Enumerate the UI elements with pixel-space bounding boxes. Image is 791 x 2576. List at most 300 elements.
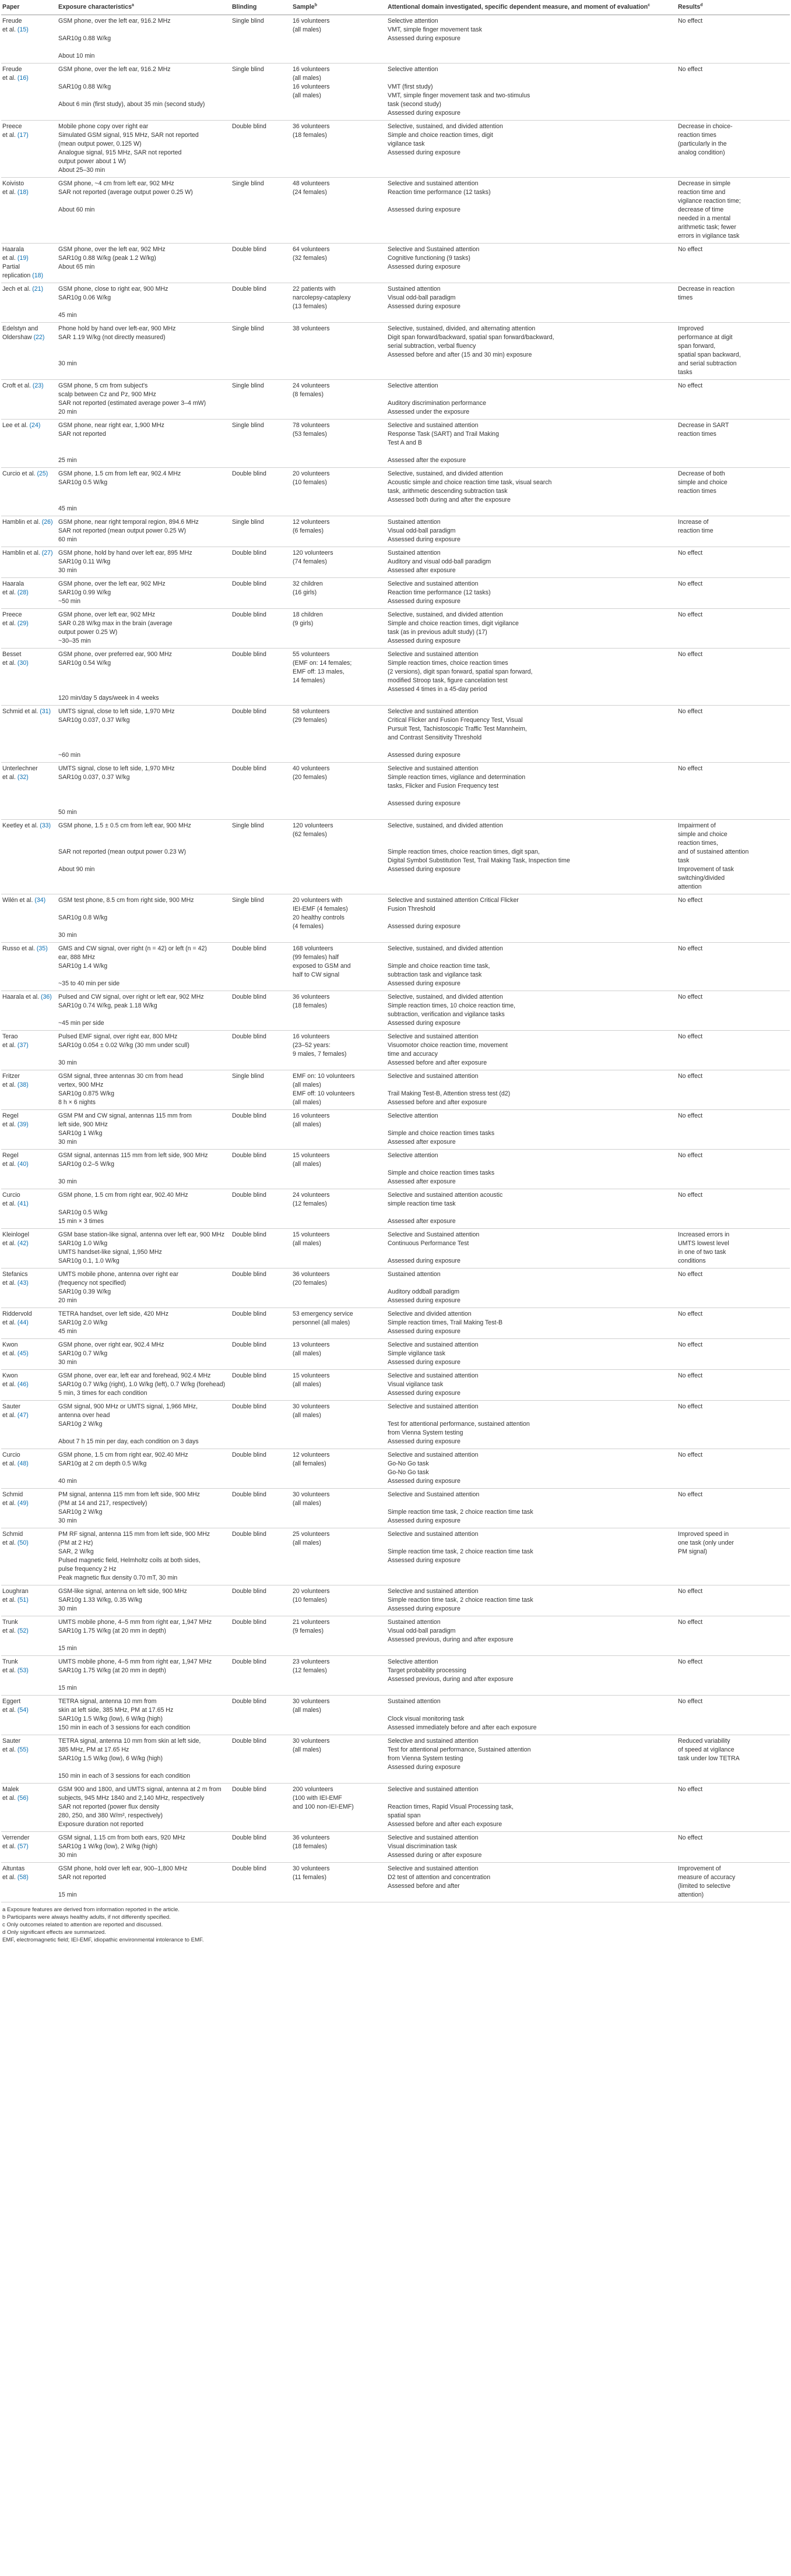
cell-blinding: Double blind bbox=[231, 244, 291, 283]
cell-paper bbox=[1, 649, 57, 706]
cell-blinding: Double blind bbox=[231, 1832, 291, 1863]
cell-paper bbox=[1, 1268, 57, 1308]
cell-attention: Selective and sustained attention Critical Flicker and Fusion Frequency Test, Visual Pursuit Test, Tachistoscopic Traffic Test Mannheim, and Contrast Sensitivity Threshold Assessed during exposure bbox=[386, 706, 677, 763]
cell-exposure: Mobile phone copy over right ear Simulated GSM signal, 915 MHz, SAR not reported (mean output power, 0.125 W) Analogue signal, 915 MHz, SAR not reported output power about 1 W) About 25–30 min bbox=[57, 121, 231, 178]
cell-attention: Selective and sustained attention Visuomotor choice reaction time, movement time and accuracy Assessed before and after exposure bbox=[386, 1031, 677, 1070]
cell-exposure: GSM phone, over preferred ear, 900 MHz SAR10g 0.54 W/kg 120 min/day 5 days/week in 4 weeks bbox=[57, 649, 231, 706]
cell-paper bbox=[1, 468, 57, 516]
citation-link[interactable]: (41) bbox=[17, 1200, 29, 1207]
cell-paper bbox=[1, 578, 57, 609]
table-row bbox=[1, 1189, 790, 1229]
cell-paper bbox=[1, 763, 57, 820]
footnote: EMF, electromagnetic field; IEI-EMF, idiopathic environmental intolerance to EMF. bbox=[2, 1937, 204, 1943]
table-row bbox=[1, 1449, 790, 1489]
cell-paper bbox=[1, 1229, 57, 1268]
cell-blinding: Single blind bbox=[231, 420, 291, 468]
table-row bbox=[1, 15, 790, 64]
citation-link[interactable]: (45) bbox=[17, 1350, 29, 1357]
cell-attention: Selective and sustained attention acoustic simple reaction time task Assessed after exposure bbox=[386, 1189, 677, 1229]
header-results-label: Results bbox=[678, 3, 701, 10]
cell-sample: 64 volunteers (32 females) bbox=[291, 244, 386, 283]
table-row bbox=[1, 468, 790, 516]
cell-sample: 12 volunteers (6 females) bbox=[291, 516, 386, 547]
cell-attention: Selective and sustained attention Response Task (SART) and Trail Making Test A and B Assessed after the exposure bbox=[386, 420, 677, 468]
citation-link[interactable]: (30) bbox=[17, 660, 29, 667]
cell-paper bbox=[1, 283, 57, 323]
cell-paper bbox=[1, 1189, 57, 1229]
cell-blinding: Double blind bbox=[231, 1863, 291, 1902]
cell-attention: Sustained attention Clock visual monitoring task Assessed immediately before and after each exposure bbox=[386, 1696, 677, 1735]
citation-link[interactable]: (21) bbox=[32, 286, 44, 293]
cell-blinding: Double blind bbox=[231, 283, 291, 323]
table-row bbox=[1, 1832, 790, 1863]
cell-sample: EMF on: 10 volunteers (all males) EMF off: 10 volunteers (all males) bbox=[291, 1070, 386, 1110]
cell-results: Improvement of measure of accuracy (limited to selective attention) bbox=[677, 1863, 790, 1902]
cell-exposure: GSM PM and CW signal, antennas 115 mm from left side, 900 MHz SAR10g 1 W/kg 30 min bbox=[57, 1110, 231, 1150]
footnote-marker: b bbox=[314, 3, 317, 8]
cell-attention: Selective, sustained, and divided attention Simple reaction times, choice reaction times, digit span, Digital Symbol Substitution Test, Trail Making Task, Inspection time Assessed during exposure bbox=[386, 820, 677, 894]
cell-paper bbox=[1, 1585, 57, 1616]
cell-attention: Selective, sustained, and divided attention Acoustic simple and choice reaction time task, visual search task, arithmetic descending subtraction task Assessed both during and after the exposure bbox=[386, 468, 677, 516]
cell-sample: 200 volunteers (100 with IEI-EMF and 100 non-IEI-EMF) bbox=[291, 1784, 386, 1832]
citation-link[interactable]: (42) bbox=[17, 1240, 29, 1247]
cell-blinding: Double blind bbox=[231, 1784, 291, 1832]
cell-blinding: Single blind bbox=[231, 380, 291, 420]
cell-blinding: Double blind bbox=[231, 1696, 291, 1735]
cell-paper bbox=[1, 1110, 57, 1150]
paper-author: Lee et al. bbox=[2, 422, 30, 429]
paper-author: Verrender et al. bbox=[2, 1834, 30, 1850]
paper-author: Kwon et al. bbox=[2, 1341, 18, 1357]
cell-attention: Sustained attention Visual odd-ball paradigm Assessed previous, during and after exposure bbox=[386, 1616, 677, 1656]
cell-results: Increase of reaction time bbox=[677, 516, 790, 547]
cell-results: Impairment of simple and choice reaction times, and of sustained attention task Improvement of task switching/divided attention bbox=[677, 820, 790, 894]
citation-link[interactable]: (15) bbox=[17, 26, 29, 33]
citation-link[interactable]: (29) bbox=[17, 620, 29, 627]
cell-attention: Selective, sustained, divided, and alternating attention Digit span forward/backward, spatial span forward/backward, serial subtraction, verbal fluency Assessed before and after (15 and 30 min) exposure bbox=[386, 323, 677, 380]
cell-paper bbox=[1, 991, 57, 1031]
cell-exposure: TETRA signal, antenna 10 mm from skin at left side, 385 MHz, PM at 17.65 Hz SAR10g 1.5 W/kg (low), 6 W/kg (high) 150 min in each of 3 sessions for each condition bbox=[57, 1735, 231, 1784]
paper-author: Schmid et al. bbox=[2, 1531, 23, 1546]
cell-sample: 120 volunteers (62 females) bbox=[291, 820, 386, 894]
cell-exposure: GSM test phone, 8.5 cm from right side, 900 MHz SAR10g 0.8 W/kg 30 min bbox=[57, 894, 231, 943]
cell-sample: 12 volunteers (all females) bbox=[291, 1449, 386, 1489]
citation-link[interactable]: (25) bbox=[37, 470, 48, 477]
cell-exposure: TETRA handset, over left side, 420 MHz SAR10g 2.0 W/kg 45 min bbox=[57, 1308, 231, 1339]
cell-blinding: Double blind bbox=[231, 1401, 291, 1449]
cell-sample: 120 volunteers (74 females) bbox=[291, 547, 386, 578]
citation-link[interactable]: (39) bbox=[17, 1121, 29, 1128]
paper-author: Sauter et al. bbox=[2, 1738, 21, 1753]
cell-sample: 30 volunteers (11 females) bbox=[291, 1863, 386, 1902]
cell-blinding: Single blind bbox=[231, 323, 291, 380]
table-row bbox=[1, 323, 790, 380]
cell-attention: Selective and sustained attention Reaction time performance (12 tasks) Assessed during exposure bbox=[386, 178, 677, 244]
cell-results: No effect bbox=[677, 706, 790, 763]
cell-exposure: GSM phone, near right ear, 1,900 MHz SAR not reported 25 min bbox=[57, 420, 231, 468]
cell-sample: 21 volunteers (9 females) bbox=[291, 1616, 386, 1656]
cell-results: No effect bbox=[677, 1268, 790, 1308]
cell-blinding: Double blind bbox=[231, 468, 291, 516]
cell-sample: 24 volunteers (8 females) bbox=[291, 380, 386, 420]
table-row bbox=[1, 1268, 790, 1308]
cell-attention: Selective and sustained attention Simple reaction time task, 2 choice reaction time task Assessed during exposure bbox=[386, 1585, 677, 1616]
cell-blinding: Double blind bbox=[231, 763, 291, 820]
footnote-marker: a bbox=[132, 3, 134, 8]
cell-results: Decrease in simple reaction time and vigilance reaction time; decrease of time needed in a mental arithmetic task; fewer errors in vigilance task bbox=[677, 178, 790, 244]
cell-blinding: Double blind bbox=[231, 121, 291, 178]
cell-sample: 53 emergency service personnel (all males) bbox=[291, 1308, 386, 1339]
citation-link[interactable]: (17) bbox=[17, 132, 29, 139]
citation-link[interactable]: (49) bbox=[17, 1500, 29, 1507]
paper-author: Freude et al. bbox=[2, 17, 22, 33]
paper-author: Croft et al. bbox=[2, 382, 33, 389]
paper-author: Trunk et al. bbox=[2, 1658, 18, 1674]
header-row bbox=[1, 0, 790, 15]
table-row bbox=[1, 244, 790, 283]
cell-attention: Selective and sustained attention D2 test of attention and concentration Assessed before and after bbox=[386, 1863, 677, 1902]
cell-paper bbox=[1, 1735, 57, 1784]
cell-blinding: Double blind bbox=[231, 991, 291, 1031]
paper-author: Curcio et al. bbox=[2, 1451, 20, 1467]
cell-results: No effect bbox=[677, 943, 790, 991]
cell-blinding: Double blind bbox=[231, 1268, 291, 1308]
paper-author: Preece et al. bbox=[2, 123, 22, 139]
paper-author: Haarala et al. bbox=[2, 246, 24, 262]
cell-blinding: Double blind bbox=[231, 1308, 291, 1339]
paper-author: Haarala et al. bbox=[2, 580, 24, 596]
cell-results: Increased errors in UMTS lowest level in one of two task conditions bbox=[677, 1229, 790, 1268]
footnote: b Participants were always healthy adults, if not differently specified. bbox=[2, 1914, 171, 1920]
citation-link[interactable]: (36) bbox=[40, 993, 52, 1000]
table-row bbox=[1, 547, 790, 578]
citation-link[interactable]: (28) bbox=[17, 589, 29, 596]
cell-results: No effect bbox=[677, 1696, 790, 1735]
citation-link[interactable]: (53) bbox=[17, 1667, 29, 1674]
table-row bbox=[1, 1616, 790, 1656]
cell-sample: 20 volunteers with IEI-EMF (4 females) 20 healthy controls (4 females) bbox=[291, 894, 386, 943]
table-row bbox=[1, 820, 790, 894]
paper-note: Partial replication bbox=[2, 263, 31, 279]
cell-exposure: GSM phone, over the left ear, 902 MHz SAR10g 0.88 W/kg (peak 1.2 W/kg) About 65 min bbox=[57, 244, 231, 283]
footnote: d Only significant effects are summarized. bbox=[2, 1929, 106, 1936]
cell-blinding: Double blind bbox=[231, 706, 291, 763]
cell-results: Reduced variability of speed at vigilance task under low TETRA bbox=[677, 1735, 790, 1784]
citation-link[interactable]: (44) bbox=[17, 1319, 29, 1326]
cell-paper bbox=[1, 706, 57, 763]
citation-link[interactable]: (58) bbox=[17, 1874, 29, 1881]
cell-exposure: PM signal, antenna 115 mm from left side, 900 MHz (PM at 14 and 217, respectively) SAR10g 2 W/kg 30 min bbox=[57, 1489, 231, 1528]
paper-author: Stefanics et al. bbox=[2, 1271, 28, 1287]
cell-sample: 36 volunteers (18 females) bbox=[291, 121, 386, 178]
citation-link[interactable]: (35) bbox=[36, 945, 48, 952]
cell-attention: Selective, sustained, and divided attention Simple and choice reaction times, digit vigilance task Assessed during exposure bbox=[386, 121, 677, 178]
cell-blinding: Double blind bbox=[231, 1189, 291, 1229]
paper-author: Besset et al. bbox=[2, 651, 22, 667]
cell-exposure: GSM phone, over the left ear, 916.2 MHz SAR10g 0.88 W/kg About 10 min bbox=[57, 15, 231, 64]
table-row bbox=[1, 1489, 790, 1528]
cell-blinding: Single blind bbox=[231, 1070, 291, 1110]
cell-sample: 30 volunteers (all males) bbox=[291, 1735, 386, 1784]
cell-paper bbox=[1, 178, 57, 244]
cell-sample: 16 volunteers (all males) bbox=[291, 15, 386, 64]
cell-results: No effect bbox=[677, 894, 790, 943]
cell-paper bbox=[1, 1863, 57, 1902]
cell-paper bbox=[1, 15, 57, 64]
cell-sample: 58 volunteers (29 females) bbox=[291, 706, 386, 763]
cell-exposure: GSM phone, ~4 cm from left ear, 902 MHz SAR not reported (average output power 0.25 W) About 60 min bbox=[57, 178, 231, 244]
cell-paper bbox=[1, 943, 57, 991]
paper-author: Keetley et al. bbox=[2, 822, 40, 829]
paper-author: Jech et al. bbox=[2, 286, 33, 293]
cell-blinding: Double blind bbox=[231, 1150, 291, 1189]
paper-author: Regel et al. bbox=[2, 1152, 19, 1168]
cell-results: No effect bbox=[677, 244, 790, 283]
table-row bbox=[1, 1528, 790, 1585]
citation-link[interactable]: (26) bbox=[41, 519, 53, 526]
table-row bbox=[1, 1784, 790, 1832]
table-row bbox=[1, 894, 790, 943]
table-row bbox=[1, 283, 790, 323]
cell-sample: 38 volunteers bbox=[291, 323, 386, 380]
citation-link[interactable]: (27) bbox=[41, 549, 53, 556]
citation-link[interactable]: (57) bbox=[17, 1843, 29, 1850]
cell-exposure: GSM phone, over left ear, 902 MHz SAR 0.28 W/kg max in the brain (average output power 0.25 W) ~30–35 min bbox=[57, 609, 231, 649]
header-attention-label: Attentional domain investigated, specific dependent measure, and moment of evaluation bbox=[388, 3, 648, 10]
cell-attention: Selective and Sustained attention Cognitive functioning (9 tasks) Assessed during exposure bbox=[386, 244, 677, 283]
citation-link[interactable]: (18) bbox=[32, 272, 44, 279]
table-row bbox=[1, 64, 790, 121]
citation-link[interactable]: (33) bbox=[40, 822, 51, 829]
attention-studies-table bbox=[1, 0, 790, 1902]
cell-exposure: GSM phone, over right ear, 902.4 MHz SAR10g 0.7 W/kg 30 min bbox=[57, 1339, 231, 1370]
cell-results: No effect bbox=[677, 991, 790, 1031]
header-results bbox=[677, 0, 790, 15]
cell-blinding: Single blind bbox=[231, 15, 291, 64]
citation-link[interactable]: (43) bbox=[17, 1280, 29, 1287]
cell-attention: Selective, sustained, and divided attention Simple and choice reaction time task, subtraction task and vigilance task Assessed during exposure bbox=[386, 943, 677, 991]
cell-attention: Selective and sustained attention Critical Flicker Fusion Threshold Assessed during exposure bbox=[386, 894, 677, 943]
cell-exposure: Phone hold by hand over left-ear, 900 MHz SAR 1.19 W/kg (not directly measured) 30 min bbox=[57, 323, 231, 380]
citation-link[interactable]: (34) bbox=[34, 897, 46, 904]
cell-results: No effect bbox=[677, 1070, 790, 1110]
cell-results: No effect bbox=[677, 64, 790, 121]
cell-exposure: GSM phone, 5 cm from subject's scalp between Cz and Pz, 900 MHz SAR not reported (estimated average power 3–4 mW) 20 min bbox=[57, 380, 231, 420]
cell-blinding: Single blind bbox=[231, 516, 291, 547]
table-row bbox=[1, 991, 790, 1031]
cell-exposure: PM RF signal, antenna 115 mm from left side, 900 MHz (PM at 2 Hz) SAR, 2 W/kg Pulsed magnetic field, Helmholtz coils at both sides, pulse frequency 2 Hz Peak magnetic flux density 0.70 mT, 30 min bbox=[57, 1528, 231, 1585]
cell-exposure: GSM phone, close to right ear, 900 MHz SAR10g 0.06 W/kg 45 min bbox=[57, 283, 231, 323]
paper-author: Haarala et al. bbox=[2, 993, 41, 1000]
cell-sample: 18 children (9 girls) bbox=[291, 609, 386, 649]
citation-link[interactable]: (55) bbox=[17, 1746, 29, 1753]
table-row bbox=[1, 1308, 790, 1339]
cell-results: No effect bbox=[677, 1449, 790, 1489]
cell-paper bbox=[1, 1696, 57, 1735]
cell-results: No effect bbox=[677, 1656, 790, 1696]
table-row bbox=[1, 578, 790, 609]
citation-link[interactable]: (37) bbox=[17, 1042, 29, 1049]
cell-results: Decrease in choice- reaction times (particularly in the analog condition) bbox=[677, 121, 790, 178]
paper-author: Preece et al. bbox=[2, 611, 22, 627]
citation-link[interactable]: (22) bbox=[33, 334, 45, 341]
table-row bbox=[1, 1150, 790, 1189]
paper-author: Russo et al. bbox=[2, 945, 37, 952]
table-row bbox=[1, 1070, 790, 1110]
cell-paper bbox=[1, 64, 57, 121]
citation-link[interactable]: (23) bbox=[32, 382, 44, 389]
table-row bbox=[1, 763, 790, 820]
cell-results: Decrease of both simple and choice reaction times bbox=[677, 468, 790, 516]
cell-blinding: Double blind bbox=[231, 1616, 291, 1656]
cell-blinding: Double blind bbox=[231, 1735, 291, 1784]
table-row bbox=[1, 706, 790, 763]
cell-results: No effect bbox=[677, 1031, 790, 1070]
cell-attention: Selective attention Auditory discrimination performance Assessed under the exposure bbox=[386, 380, 677, 420]
cell-exposure: UMTS mobile phone, 4–5 mm from right ear, 1,947 MHz SAR10g 1.75 W/kg (at 20 mm in depth) 15 min bbox=[57, 1656, 231, 1696]
header-blinding-label: Blinding bbox=[232, 3, 257, 10]
cell-exposure: Pulsed EMF signal, over right ear, 800 MHz SAR10g 0.054 ± 0.02 W/kg (30 mm under scull) 30 min bbox=[57, 1031, 231, 1070]
cell-sample: 168 volunteers (99 females) half exposed to GSM and half to CW signal bbox=[291, 943, 386, 991]
cell-attention: Selective attention VMT, simple finger movement task Assessed during exposure bbox=[386, 15, 677, 64]
cell-results: No effect bbox=[677, 1489, 790, 1528]
table-row bbox=[1, 1110, 790, 1150]
table-row bbox=[1, 516, 790, 547]
header-sample-label: Sample bbox=[293, 3, 315, 10]
cell-attention: Selective attention VMT (first study) VMT, simple finger movement task and two-stimulus task (second study) Assessed during exposure bbox=[386, 64, 677, 121]
cell-sample: 30 volunteers (all males) bbox=[291, 1696, 386, 1735]
cell-paper bbox=[1, 516, 57, 547]
citation-link[interactable]: (40) bbox=[17, 1161, 29, 1168]
cell-exposure: GMS and CW signal, over right (n = 42) or left (n = 42) ear, 888 MHz SAR10g 1.4 W/kg ~35 to 40 min per side bbox=[57, 943, 231, 991]
cell-exposure: GSM phone, hold by hand over left ear, 895 MHz SAR10g 0.11 W/kg 30 min bbox=[57, 547, 231, 578]
cell-paper bbox=[1, 1832, 57, 1863]
cell-paper bbox=[1, 1616, 57, 1656]
cell-results: No effect bbox=[677, 1308, 790, 1339]
cell-paper bbox=[1, 1656, 57, 1696]
citation-link[interactable]: (51) bbox=[17, 1597, 29, 1604]
cell-attention: Selective and sustained attention Simple vigilance task Assessed during exposure bbox=[386, 1339, 677, 1370]
table-row bbox=[1, 609, 790, 649]
paper-author: Schmid et al. bbox=[2, 708, 40, 715]
cell-sample: 25 volunteers (all males) bbox=[291, 1528, 386, 1585]
cell-attention: Selective, sustained, and divided attention Simple reaction times, 10 choice reaction time, subtraction, verification and vigilance tasks Assessed during exposure bbox=[386, 991, 677, 1031]
cell-blinding: Double blind bbox=[231, 1449, 291, 1489]
citation-link[interactable]: (32) bbox=[17, 774, 29, 781]
cell-exposure: GSM phone, 1.5 cm from left ear, 902.4 MHz SAR10g 0.5 W/kg 45 min bbox=[57, 468, 231, 516]
cell-sample: 16 volunteers (all males) 16 volunteers (all males) bbox=[291, 64, 386, 121]
cell-paper bbox=[1, 1449, 57, 1489]
cell-attention: Selective and sustained attention Simple reaction times, vigilance and determination tasks, Flicker and Fusion Frequency test Assessed during exposure bbox=[386, 763, 677, 820]
citation-link[interactable]: (47) bbox=[17, 1412, 29, 1419]
cell-exposure: UMTS signal, close to left side, 1,970 MHz SAR10g 0.037, 0.37 W/kg ~60 min bbox=[57, 706, 231, 763]
cell-sample: 22 patients with narcolepsy-cataplexy (13 females) bbox=[291, 283, 386, 323]
cell-attention: Selective and sustained attention Reaction times, Rapid Visual Processing task, spatial span Assessed before and after each exposure bbox=[386, 1784, 677, 1832]
table-footnotes bbox=[1, 1902, 790, 1946]
paper-author: Edelstyn and Oldershaw bbox=[2, 325, 38, 341]
cell-exposure: GSM phone, over ear, left ear and forehead, 902.4 MHz SAR10g 0.7 W/kg (right), 1.0 W/kg (left), 0.7 W/kg (forehead) 5 min, 3 times for each condition bbox=[57, 1370, 231, 1401]
cell-sample: 15 volunteers (all males) bbox=[291, 1370, 386, 1401]
table-row bbox=[1, 1696, 790, 1735]
citation-link[interactable]: (52) bbox=[17, 1627, 29, 1634]
cell-sample: 78 volunteers (53 females) bbox=[291, 420, 386, 468]
cell-attention: Selective and Sustained attention Continuous Performance Test Assessed during exposure bbox=[386, 1229, 677, 1268]
cell-exposure: GSM phone, hold over left ear, 900–1,800 MHz SAR not reported 15 min bbox=[57, 1863, 231, 1902]
citation-link[interactable]: (38) bbox=[17, 1081, 29, 1088]
cell-exposure: GSM signal, antennas 115 mm from left side, 900 MHz SAR10g 0.2–5 W/kg 30 min bbox=[57, 1150, 231, 1189]
paper-author: Hamblin et al. bbox=[2, 549, 42, 556]
cell-paper bbox=[1, 1784, 57, 1832]
cell-paper bbox=[1, 244, 57, 283]
citation-link[interactable]: (56) bbox=[17, 1795, 29, 1802]
citation-link[interactable]: (50) bbox=[17, 1539, 29, 1546]
cell-results: No effect bbox=[677, 1616, 790, 1656]
paper-author: Sauter et al. bbox=[2, 1403, 21, 1419]
paper-author: Curcio et al. bbox=[2, 470, 37, 477]
cell-results: Decrease in SART reaction times bbox=[677, 420, 790, 468]
cell-results: No effect bbox=[677, 609, 790, 649]
table-row bbox=[1, 1735, 790, 1784]
cell-exposure: TETRA signal, antenna 10 mm from skin at left side, 385 MHz, PM at 17.65 Hz SAR10g 1.5 W/kg (low), 6 W/kg (high) 150 min in each of 3 sessions for each condition bbox=[57, 1696, 231, 1735]
cell-exposure: GSM signal, 1.15 cm from both ears, 920 MHz SAR10g 1 W/kg (low), 2 W/kg (high) 30 min bbox=[57, 1832, 231, 1863]
cell-results: Improved performance at digit span forward, spatial span backward, and serial subtraction tasks bbox=[677, 323, 790, 380]
cell-paper bbox=[1, 820, 57, 894]
paper-author: Fritzer et al. bbox=[2, 1073, 20, 1088]
cell-sample: 16 volunteers (23–52 years: 9 males, 7 females) bbox=[291, 1031, 386, 1070]
cell-paper bbox=[1, 1070, 57, 1110]
citation-link[interactable]: (48) bbox=[17, 1460, 29, 1467]
citation-link[interactable]: (24) bbox=[29, 422, 41, 429]
citation-link[interactable]: (46) bbox=[17, 1381, 29, 1388]
cell-attention: Selective and sustained attention Simple reaction times, choice reaction times (2 versions), digit span forward, spatial span forward, modified Stroop task, figure cancelation test Assessed 4 times in a 45-day period bbox=[386, 649, 677, 706]
cell-paper bbox=[1, 121, 57, 178]
cell-exposure: GSM phone, 1.5 cm from right ear, 902.40 MHz SAR10g at 2 cm depth 0.5 W/kg 40 min bbox=[57, 1449, 231, 1489]
cell-paper bbox=[1, 1031, 57, 1070]
citation-link[interactable]: (54) bbox=[17, 1707, 29, 1714]
citation-link[interactable]: (18) bbox=[17, 189, 29, 196]
cell-sample: 32 children (16 girls) bbox=[291, 578, 386, 609]
cell-attention: Sustained attention Auditory and visual odd-ball paradigm Assessed after exposure bbox=[386, 547, 677, 578]
cell-sample: 36 volunteers (20 females) bbox=[291, 1268, 386, 1308]
cell-exposure: GSM signal, three antennas 30 cm from head vertex, 900 MHz SAR10g 0.875 W/kg 8 h × 6 nights bbox=[57, 1070, 231, 1110]
cell-sample: 36 volunteers (18 females) bbox=[291, 1832, 386, 1863]
paper-author: Trunk et al. bbox=[2, 1619, 18, 1634]
cell-blinding: Single blind bbox=[231, 178, 291, 244]
paper-author: Unterlechner et al. bbox=[2, 765, 38, 781]
paper-author: Hamblin et al. bbox=[2, 519, 42, 526]
cell-blinding: Double blind bbox=[231, 1031, 291, 1070]
cell-paper bbox=[1, 323, 57, 380]
cell-results: No effect bbox=[677, 1189, 790, 1229]
cell-blinding: Double blind bbox=[231, 1489, 291, 1528]
cell-results: No effect bbox=[677, 1585, 790, 1616]
paper-author: Wilén et al. bbox=[2, 897, 35, 904]
cell-sample: 40 volunteers (20 females) bbox=[291, 763, 386, 820]
cell-attention: Selective and sustained attention Visual vigilance task Assessed during exposure bbox=[386, 1370, 677, 1401]
cell-results: Decrease in reaction times bbox=[677, 283, 790, 323]
citation-link[interactable]: (31) bbox=[40, 708, 51, 715]
cell-attention: Selective and sustained attention Simple reaction time task, 2 choice reaction time task Assessed during exposure bbox=[386, 1528, 677, 1585]
cell-sample: 20 volunteers (10 females) bbox=[291, 468, 386, 516]
paper-author: Malek et al. bbox=[2, 1786, 19, 1802]
cell-attention: Sustained attention Visual odd-ball paradigm Assessed during exposure bbox=[386, 283, 677, 323]
citation-link[interactable]: (16) bbox=[17, 75, 29, 82]
cell-blinding: Double blind bbox=[231, 1339, 291, 1370]
cell-attention: Selective and sustained attention Reaction time performance (12 tasks) Assessed during exposure bbox=[386, 578, 677, 609]
cell-results: No effect bbox=[677, 1110, 790, 1150]
cell-blinding: Single blind bbox=[231, 820, 291, 894]
citation-link[interactable]: (19) bbox=[17, 255, 29, 262]
